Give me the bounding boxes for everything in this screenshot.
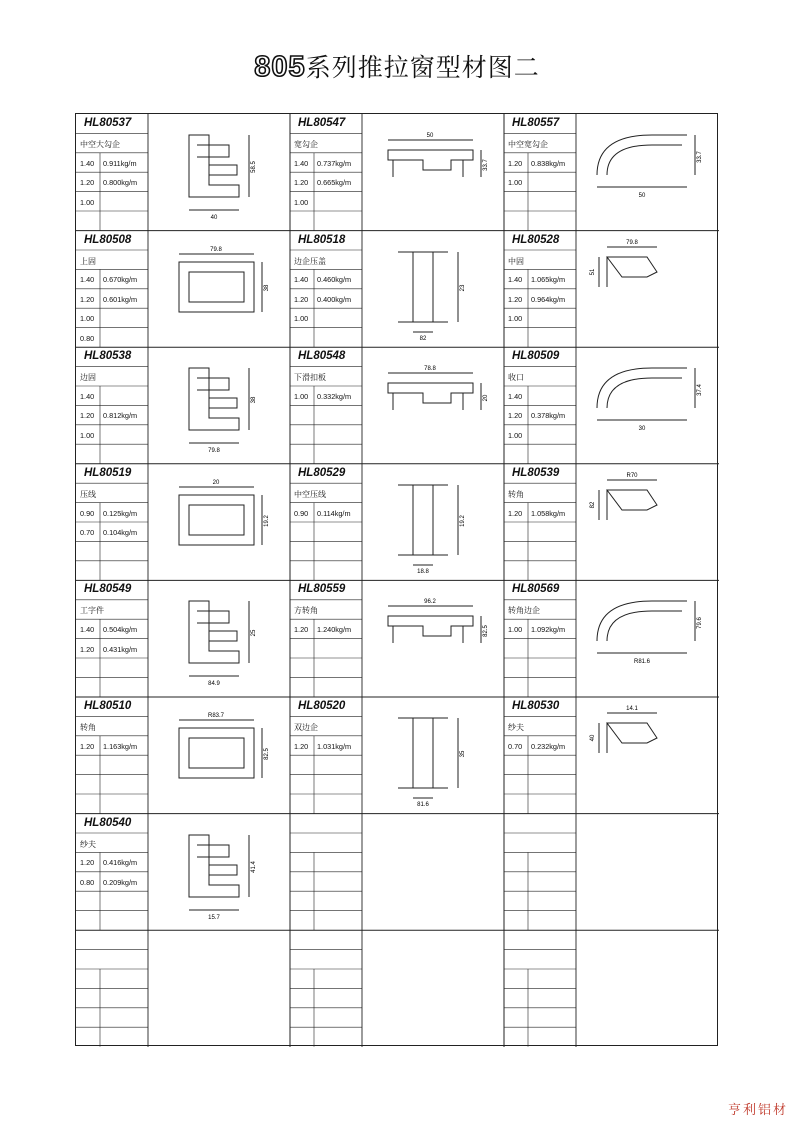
- spec-thickness: 1.20: [508, 294, 523, 304]
- profile-drawing: [363, 115, 503, 230]
- profile-name: 宽勾企: [294, 140, 318, 149]
- spec-thickness: 1.00: [80, 430, 95, 440]
- profile-code: HL80518: [298, 233, 346, 246]
- profile-cell-hl80540: [76, 814, 290, 931]
- spec-thickness: 0.80: [80, 333, 95, 343]
- profile-cell-hl80539: [504, 464, 718, 581]
- spec-thickness: 1.20: [294, 625, 309, 635]
- svg-text:33.7: 33.7: [697, 151, 703, 163]
- spec-thickness: 1.00: [294, 197, 309, 207]
- profile-name: 压线: [80, 489, 96, 499]
- profile-name: 转角边企: [508, 606, 540, 616]
- profile-code: HL80538: [84, 350, 132, 363]
- profile-drawing: [363, 698, 503, 813]
- svg-text:82: 82: [419, 335, 427, 342]
- svg-text:20: 20: [212, 479, 220, 486]
- spec-thickness: 0.90: [80, 508, 95, 518]
- spec-weight: 1.065kg/m: [531, 275, 566, 285]
- spec-thickness: 1.00: [294, 314, 309, 324]
- profile-name: 方转角: [294, 606, 318, 616]
- page-title: [0, 48, 794, 84]
- spec-weight: 0.332kg/m: [317, 391, 352, 401]
- spec-weight: 0.400kg/m: [317, 294, 352, 304]
- profile-cell-hl80557: [504, 114, 718, 231]
- profile-name: 转角: [80, 723, 96, 732]
- profile-name: 收口: [508, 373, 524, 383]
- svg-text:R70: R70: [626, 472, 638, 479]
- profile-code: HL80540: [84, 816, 132, 829]
- svg-text:33.7: 33.7: [483, 159, 489, 171]
- profile-drawing: [577, 232, 717, 347]
- title-text: 系列推拉窗型材图二: [305, 53, 540, 82]
- svg-text:35: 35: [460, 750, 466, 758]
- svg-text:37.4: 37.4: [697, 384, 703, 397]
- svg-text:79.8: 79.8: [626, 239, 638, 246]
- svg-text:50: 50: [638, 193, 646, 199]
- spec-weight: 1.031kg/m: [317, 741, 352, 751]
- profile-code: HL80528: [512, 233, 560, 246]
- spec-thickness: 1.40: [508, 391, 523, 401]
- svg-text:R81.6: R81.6: [633, 659, 651, 666]
- svg-text:96.2: 96.2: [424, 599, 436, 606]
- profile-name: 上固: [80, 256, 96, 266]
- spec-weight: 0.460kg/m: [317, 275, 352, 285]
- spec-thickness: 1.20: [294, 294, 309, 304]
- svg-text:78.8: 78.8: [424, 366, 436, 373]
- svg-text:25: 25: [251, 630, 257, 637]
- profile-cell-hl80538: [76, 347, 290, 464]
- profile-cell-hl80509: [504, 347, 718, 464]
- spec-weight: 0.504kg/m: [103, 625, 138, 635]
- svg-text:15.7: 15.7: [208, 914, 220, 921]
- svg-text:82.5: 82.5: [483, 625, 489, 638]
- profile-name: 中空大勾企: [80, 140, 120, 149]
- svg-text:19.2: 19.2: [264, 514, 270, 527]
- spec-thickness: 1.40: [80, 158, 95, 168]
- spec-thickness: 1.20: [508, 508, 523, 518]
- profile-drawing: [149, 815, 289, 930]
- profile-name: 中空压线: [294, 489, 326, 499]
- svg-text:38: 38: [264, 284, 270, 291]
- spec-weight: 0.209kg/m: [103, 877, 138, 887]
- spec-thickness: 1.00: [508, 625, 523, 635]
- profile-name: 中空宽勾企: [508, 140, 548, 149]
- svg-text:30: 30: [638, 426, 646, 433]
- profile-cell-hl80510: [76, 697, 290, 814]
- svg-text:18.8: 18.8: [417, 568, 429, 575]
- svg-text:14.1: 14.1: [626, 706, 638, 712]
- profile-drawing: [363, 465, 503, 580]
- spec-thickness: 0.70: [80, 527, 95, 537]
- spec-thickness: 1.40: [80, 275, 95, 285]
- spec-thickness: 1.20: [294, 178, 309, 188]
- spec-weight: 0.114kg/m: [317, 508, 351, 518]
- spec-thickness: 1.00: [294, 391, 309, 401]
- svg-text:19.2: 19.2: [460, 514, 466, 527]
- profile-drawing: [363, 348, 503, 463]
- profile-name: 转角: [508, 489, 524, 499]
- svg-text:82: 82: [590, 501, 596, 509]
- profile-name: 下滑扣板: [294, 373, 326, 383]
- profile-name: 边固: [80, 373, 96, 383]
- profile-code: HL80547: [298, 117, 346, 129]
- spec-weight: 1.058kg/m: [531, 508, 566, 518]
- spec-thickness: 1.20: [80, 294, 95, 304]
- spec-weight: 0.416kg/m: [103, 858, 138, 868]
- svg-text:82.5: 82.5: [264, 748, 270, 760]
- spec-weight: 0.737kg/m: [317, 158, 352, 168]
- profile-cell-hl80520: [290, 697, 504, 814]
- svg-text:40: 40: [590, 734, 596, 742]
- profile-cell-hl80537: [76, 114, 290, 231]
- spec-weight: 0.665kg/m: [317, 178, 352, 188]
- spec-thickness: 1.40: [294, 158, 309, 168]
- profile-code: HL80537: [84, 117, 132, 129]
- spec-weight: 1.240kg/m: [317, 625, 352, 635]
- profile-drawing: [577, 115, 717, 230]
- spec-weight: 0.378kg/m: [531, 411, 566, 421]
- spec-thickness: 1.40: [294, 275, 309, 285]
- spec-thickness: 1.00: [508, 314, 523, 324]
- profile-code: HL80569: [512, 583, 560, 596]
- profile-cell-hl80549: [76, 580, 290, 697]
- spec-thickness: 0.90: [294, 508, 309, 518]
- profile-drawing: [149, 115, 289, 230]
- svg-text:23: 23: [460, 284, 466, 291]
- spec-weight: 0.125kg/m: [103, 508, 138, 518]
- spec-thickness: 1.20: [80, 741, 95, 751]
- svg-text:40: 40: [210, 215, 218, 221]
- svg-text:50: 50: [426, 133, 434, 139]
- spec-weight: 0.232kg/m: [531, 741, 566, 751]
- profile-cell-hl80518: [290, 231, 504, 348]
- svg-text:51: 51: [590, 268, 596, 275]
- spec-weight: 1.163kg/m: [103, 741, 138, 751]
- company-stamp: 亨利铝材: [727, 1103, 788, 1118]
- spec-weight: 0.812kg/m: [103, 411, 138, 421]
- profile-cell-hl80519: [76, 464, 290, 581]
- profile-code: HL80529: [298, 466, 346, 479]
- spec-weight: 0.800kg/m: [103, 178, 138, 188]
- spec-thickness: 1.00: [80, 314, 95, 324]
- profile-cell-hl80547: [290, 114, 504, 231]
- profile-drawing: [149, 232, 289, 347]
- spec-thickness: 1.20: [80, 644, 95, 654]
- svg-text:81.6: 81.6: [417, 802, 429, 808]
- svg-text:R83.7: R83.7: [207, 713, 225, 719]
- title-series-number: 805: [254, 51, 306, 83]
- svg-text:58.5: 58.5: [251, 161, 257, 173]
- spec-weight: 0.670kg/m: [103, 275, 138, 285]
- spec-weight: 0.104kg/m: [103, 527, 138, 537]
- profile-code: HL80539: [512, 466, 560, 479]
- profile-cell-hl80528: [504, 231, 718, 348]
- profile-code: HL80557: [512, 117, 560, 129]
- profile-name: 中固: [508, 256, 524, 266]
- profile-drawing: [363, 232, 503, 347]
- profile-drawing: [577, 348, 717, 463]
- profile-cell-hl80529: [290, 464, 504, 581]
- profile-cell-hl80548: [290, 347, 504, 464]
- profile-drawing: [149, 698, 289, 813]
- svg-text:79.8: 79.8: [208, 448, 220, 455]
- profile-drawing: [577, 465, 717, 580]
- svg-text:84.9: 84.9: [208, 681, 220, 688]
- svg-text:38: 38: [251, 396, 257, 404]
- spec-thickness: 1.20: [80, 858, 95, 868]
- profile-code: HL80520: [298, 700, 346, 712]
- profile-code: HL80519: [84, 466, 132, 479]
- spec-weight: 0.838kg/m: [531, 158, 566, 168]
- profile-drawing: [577, 581, 717, 696]
- spec-thickness: 0.80: [80, 877, 95, 887]
- spec-thickness: 1.40: [508, 275, 523, 285]
- profile-cell-hl80508: [76, 231, 290, 348]
- profile-code: HL80510: [84, 700, 132, 712]
- profile-code: HL80508: [84, 233, 132, 246]
- profile-name: 工字件: [80, 606, 104, 616]
- profile-name: 双边企: [294, 723, 318, 732]
- profile-drawing: [149, 581, 289, 696]
- profile-cell-hl80569: [504, 580, 718, 697]
- svg-text:20: 20: [483, 394, 489, 402]
- spec-thickness: 1.00: [508, 430, 523, 440]
- spec-weight: 1.092kg/m: [531, 625, 566, 635]
- profile-drawing: [149, 465, 289, 580]
- spec-weight: 0.911kg/m: [103, 158, 137, 168]
- svg-text:79.6: 79.6: [697, 617, 703, 630]
- profile-name: 边企压盖: [294, 256, 326, 266]
- profile-name: 纱夫: [508, 723, 524, 732]
- profile-code: HL80559: [298, 583, 346, 596]
- spec-weight: 0.431kg/m: [103, 644, 138, 654]
- profile-code: HL80509: [512, 350, 560, 363]
- profile-code: HL80548: [298, 350, 346, 363]
- profile-code: HL80530: [512, 700, 560, 712]
- spec-weight: 0.601kg/m: [103, 294, 138, 304]
- spec-thickness: 1.00: [80, 197, 95, 207]
- spec-thickness: 1.20: [80, 411, 95, 421]
- profile-catalog-table: [75, 113, 718, 1046]
- spec-thickness: 1.40: [80, 391, 95, 401]
- svg-text:79.8: 79.8: [210, 246, 222, 253]
- profile-code: HL80549: [84, 583, 132, 596]
- spec-weight: 0.964kg/m: [531, 294, 566, 304]
- profile-drawing: [363, 581, 503, 696]
- profile-cell-hl80559: [290, 580, 504, 697]
- spec-thickness: 1.00: [508, 178, 523, 188]
- spec-thickness: 1.20: [508, 411, 523, 421]
- profile-drawing: [149, 348, 289, 463]
- svg-text:41.4: 41.4: [251, 860, 257, 873]
- profile-cell-hl80530: [504, 697, 718, 814]
- spec-thickness: 1.20: [294, 741, 309, 751]
- profile-name: 纱夫: [80, 839, 96, 849]
- spec-thickness: 1.20: [80, 178, 95, 188]
- spec-thickness: 0.70: [508, 741, 523, 751]
- spec-thickness: 1.40: [80, 625, 95, 635]
- profile-drawing: [577, 698, 717, 813]
- spec-thickness: 1.20: [508, 158, 523, 168]
